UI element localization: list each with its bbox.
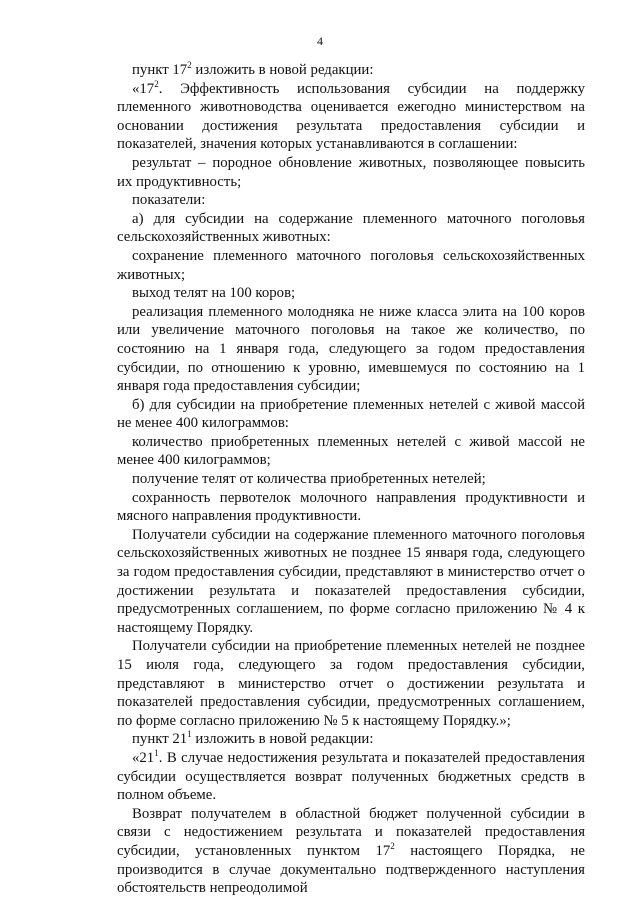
paragraph (117, 210, 585, 247)
paragraph-text: Получатели субсидии на приобретение племенных нетелей не позднее 15 июля года, следующего за годом предоставления субсидии, представляют в министерство отчет о достижении результата и показателей предоставления субсидии, предусмотренных соглашением, по форме согласно приложению № 5 к настоящему Порядку.»; (117, 638, 585, 729)
paragraph (117, 526, 585, 638)
paragraph-text: «17 (132, 80, 155, 97)
paragraph-text: Получатели субсидии на содержание племенного маточного поголовья сельскохозяйственных животных не позднее 15 января года, следующего за годом предоставления субсидии, представляют в министерство отчет о достижении результата и показателей предоставления субсидии, предусмотренных соглашением, по форме согласно приложению № 4 к настоящему Порядку. (117, 526, 585, 636)
document-body (117, 61, 585, 898)
paragraph-text: сохранение племенного маточного поголовья сельскохозяйственных животных; (117, 247, 585, 283)
paragraph (117, 637, 585, 730)
paragraph (117, 749, 585, 805)
paragraph (117, 284, 585, 303)
paragraph-text: выход телят на 100 коров; (132, 285, 296, 302)
superscript: 2 (154, 78, 159, 89)
paragraph-text: «21 (132, 749, 155, 766)
paragraph (117, 247, 585, 284)
paragraph-text: изложить в новой редакции: (191, 731, 374, 748)
paragraph (117, 396, 585, 433)
paragraph-text: количество приобретенных племенных нетелей с живой массой не менее 400 килограммов; (117, 433, 585, 469)
paragraph-text: результат – породное обновление животных, позволяющее повысить их продуктивность; (117, 154, 585, 190)
paragraph-text: Возврат получателем в областной бюджет полученной субсидии в связи с недостижением результата и показателей предоставления субсидии, установленных пунктом 17 (117, 805, 585, 859)
paragraph-text: б) для субсидии на приобретение племенных нетелей с живой массой не менее 400 килограммов: (117, 396, 585, 432)
paragraph-text: получение телят от количества приобретенных нетелей; (132, 471, 486, 488)
paragraph (117, 805, 585, 898)
paragraph (117, 303, 585, 396)
paragraph (117, 191, 585, 210)
paragraph-text: показатели: (132, 192, 206, 209)
paragraph-text: изложить в новой редакции: (191, 62, 374, 78)
page-number: 4 (317, 34, 323, 48)
paragraph-text: а) для субсидии на содержание племенного маточного поголовья сельскохозяйственных животных: (117, 210, 585, 246)
paragraph (117, 154, 585, 191)
superscript: 1 (187, 729, 192, 740)
paragraph-text: пункт 17 (132, 62, 188, 78)
paragraph-text: пункт 21 (132, 731, 188, 748)
paragraph-text: реализация племенного молодняка не ниже класса элита на 100 коров или увеличение маточного поголовья на такое же количество, по состоянию на 1 января года, следующего за годом предоставления субсидии, по отношению к уровню, имевшемуся по состоянию на 1 января года предоставления субсидии; (117, 303, 585, 395)
paragraph-text: сохранность первотелок молочного направления продуктивности и мясного направления продуктивности. (117, 489, 585, 525)
paragraph (117, 433, 585, 470)
paragraph-text: настоящего Порядка, не производится в случае документально подтвержденного наступления обстоятельств непреодолимой (117, 842, 585, 897)
paragraph (117, 730, 585, 749)
paragraph (117, 61, 585, 80)
paragraph (117, 489, 585, 526)
paragraph (117, 80, 585, 154)
paragraph-text: . В случае недостижения результата и показателей предоставления субсидии осуществляется возврат полученных бюджетных средств в полном объеме. (117, 749, 585, 804)
paragraph (117, 470, 585, 489)
superscript: 2 (187, 60, 192, 70)
superscript: 2 (390, 840, 395, 851)
superscript: 1 (154, 747, 159, 758)
paragraph-text: . Эффективность использования субсидии на поддержку племенного животноводства оценивается ежегодно министерством на основании достижения результата предоставления субсидии и показателей, значения которых устанавливаются в соглашении: (117, 80, 585, 153)
